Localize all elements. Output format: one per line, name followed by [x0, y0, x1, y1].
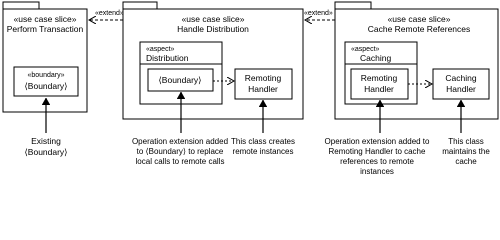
extend-label: «extend»	[95, 10, 124, 17]
class-name-line2: Handler	[248, 84, 278, 94]
note-maintains-cache	[442, 137, 490, 166]
svg-text:cache: cache	[455, 157, 477, 166]
aspect-stereotype: «aspect»	[146, 46, 175, 53]
aspect-name: Distribution	[146, 53, 189, 63]
svg-text:Existing: Existing	[31, 136, 61, 146]
aspect-class-line2: Handler	[364, 84, 394, 94]
aspect-boundary-name: ⟨Boundary⟩	[158, 75, 202, 85]
class-name-line1: Caching	[445, 73, 477, 83]
boundary-name: ⟨Boundary⟩	[24, 81, 68, 91]
aspect-name: Caching	[360, 53, 392, 63]
package-cache-remote-references	[335, 2, 498, 119]
svg-text:This class creates: This class creates	[230, 137, 296, 146]
remoting-handler-class	[235, 69, 292, 99]
note-remote-instances	[231, 137, 295, 156]
svg-text:to ⟨Boundary⟩ to replace: to ⟨Boundary⟩ to replace	[136, 147, 224, 156]
extend-label: «extend»	[304, 10, 333, 17]
package-tab	[335, 2, 371, 9]
note-operation-extension-1	[132, 137, 228, 166]
svg-text:⟨Boundary⟩: ⟨Boundary⟩	[24, 147, 68, 157]
class-name-line2: Handler	[446, 84, 476, 94]
package-handle-distribution	[123, 2, 303, 119]
svg-text:maintains the: maintains the	[442, 147, 490, 156]
boundary-stereotype: «boundary»	[27, 72, 65, 79]
package-perform-transaction	[3, 2, 87, 112]
aspect-class-line1: Remoting	[360, 73, 398, 83]
package-tab	[123, 2, 157, 9]
aspect-stereotype: «aspect»	[351, 46, 380, 53]
aspect-caching	[345, 42, 417, 104]
svg-text:Operation extension added to: Operation extension added to	[324, 137, 430, 146]
svg-text:Operation extension added: Operation extension added	[131, 137, 229, 146]
package-title: Perform Transaction	[6, 24, 84, 34]
package-stereotype: «use case slice»	[181, 14, 245, 24]
package-stereotype: «use case slice»	[387, 14, 451, 24]
class-name-line1: Remoting	[244, 73, 282, 83]
svg-text:Remoting Handler to cache: Remoting Handler to cache	[328, 147, 426, 156]
note-operation-extension-2	[325, 137, 431, 176]
caching-handler-class	[433, 69, 489, 99]
note-existing-boundary	[24, 136, 67, 157]
svg-text:instances: instances	[360, 167, 394, 176]
svg-text:This class: This class	[448, 137, 484, 146]
extend-relation-2	[304, 10, 335, 20]
package-tab	[3, 2, 39, 9]
svg-text:remote instances: remote instances	[232, 147, 294, 156]
package-title: Handle Distribution	[177, 24, 249, 34]
svg-text:references to remote: references to remote	[340, 157, 414, 166]
package-stereotype: «use case slice»	[13, 14, 77, 24]
extend-relation-1	[89, 10, 124, 20]
boundary-class	[14, 67, 78, 96]
svg-text:local calls to remote calls: local calls to remote calls	[135, 157, 225, 166]
package-title: Cache Remote References	[367, 24, 471, 34]
